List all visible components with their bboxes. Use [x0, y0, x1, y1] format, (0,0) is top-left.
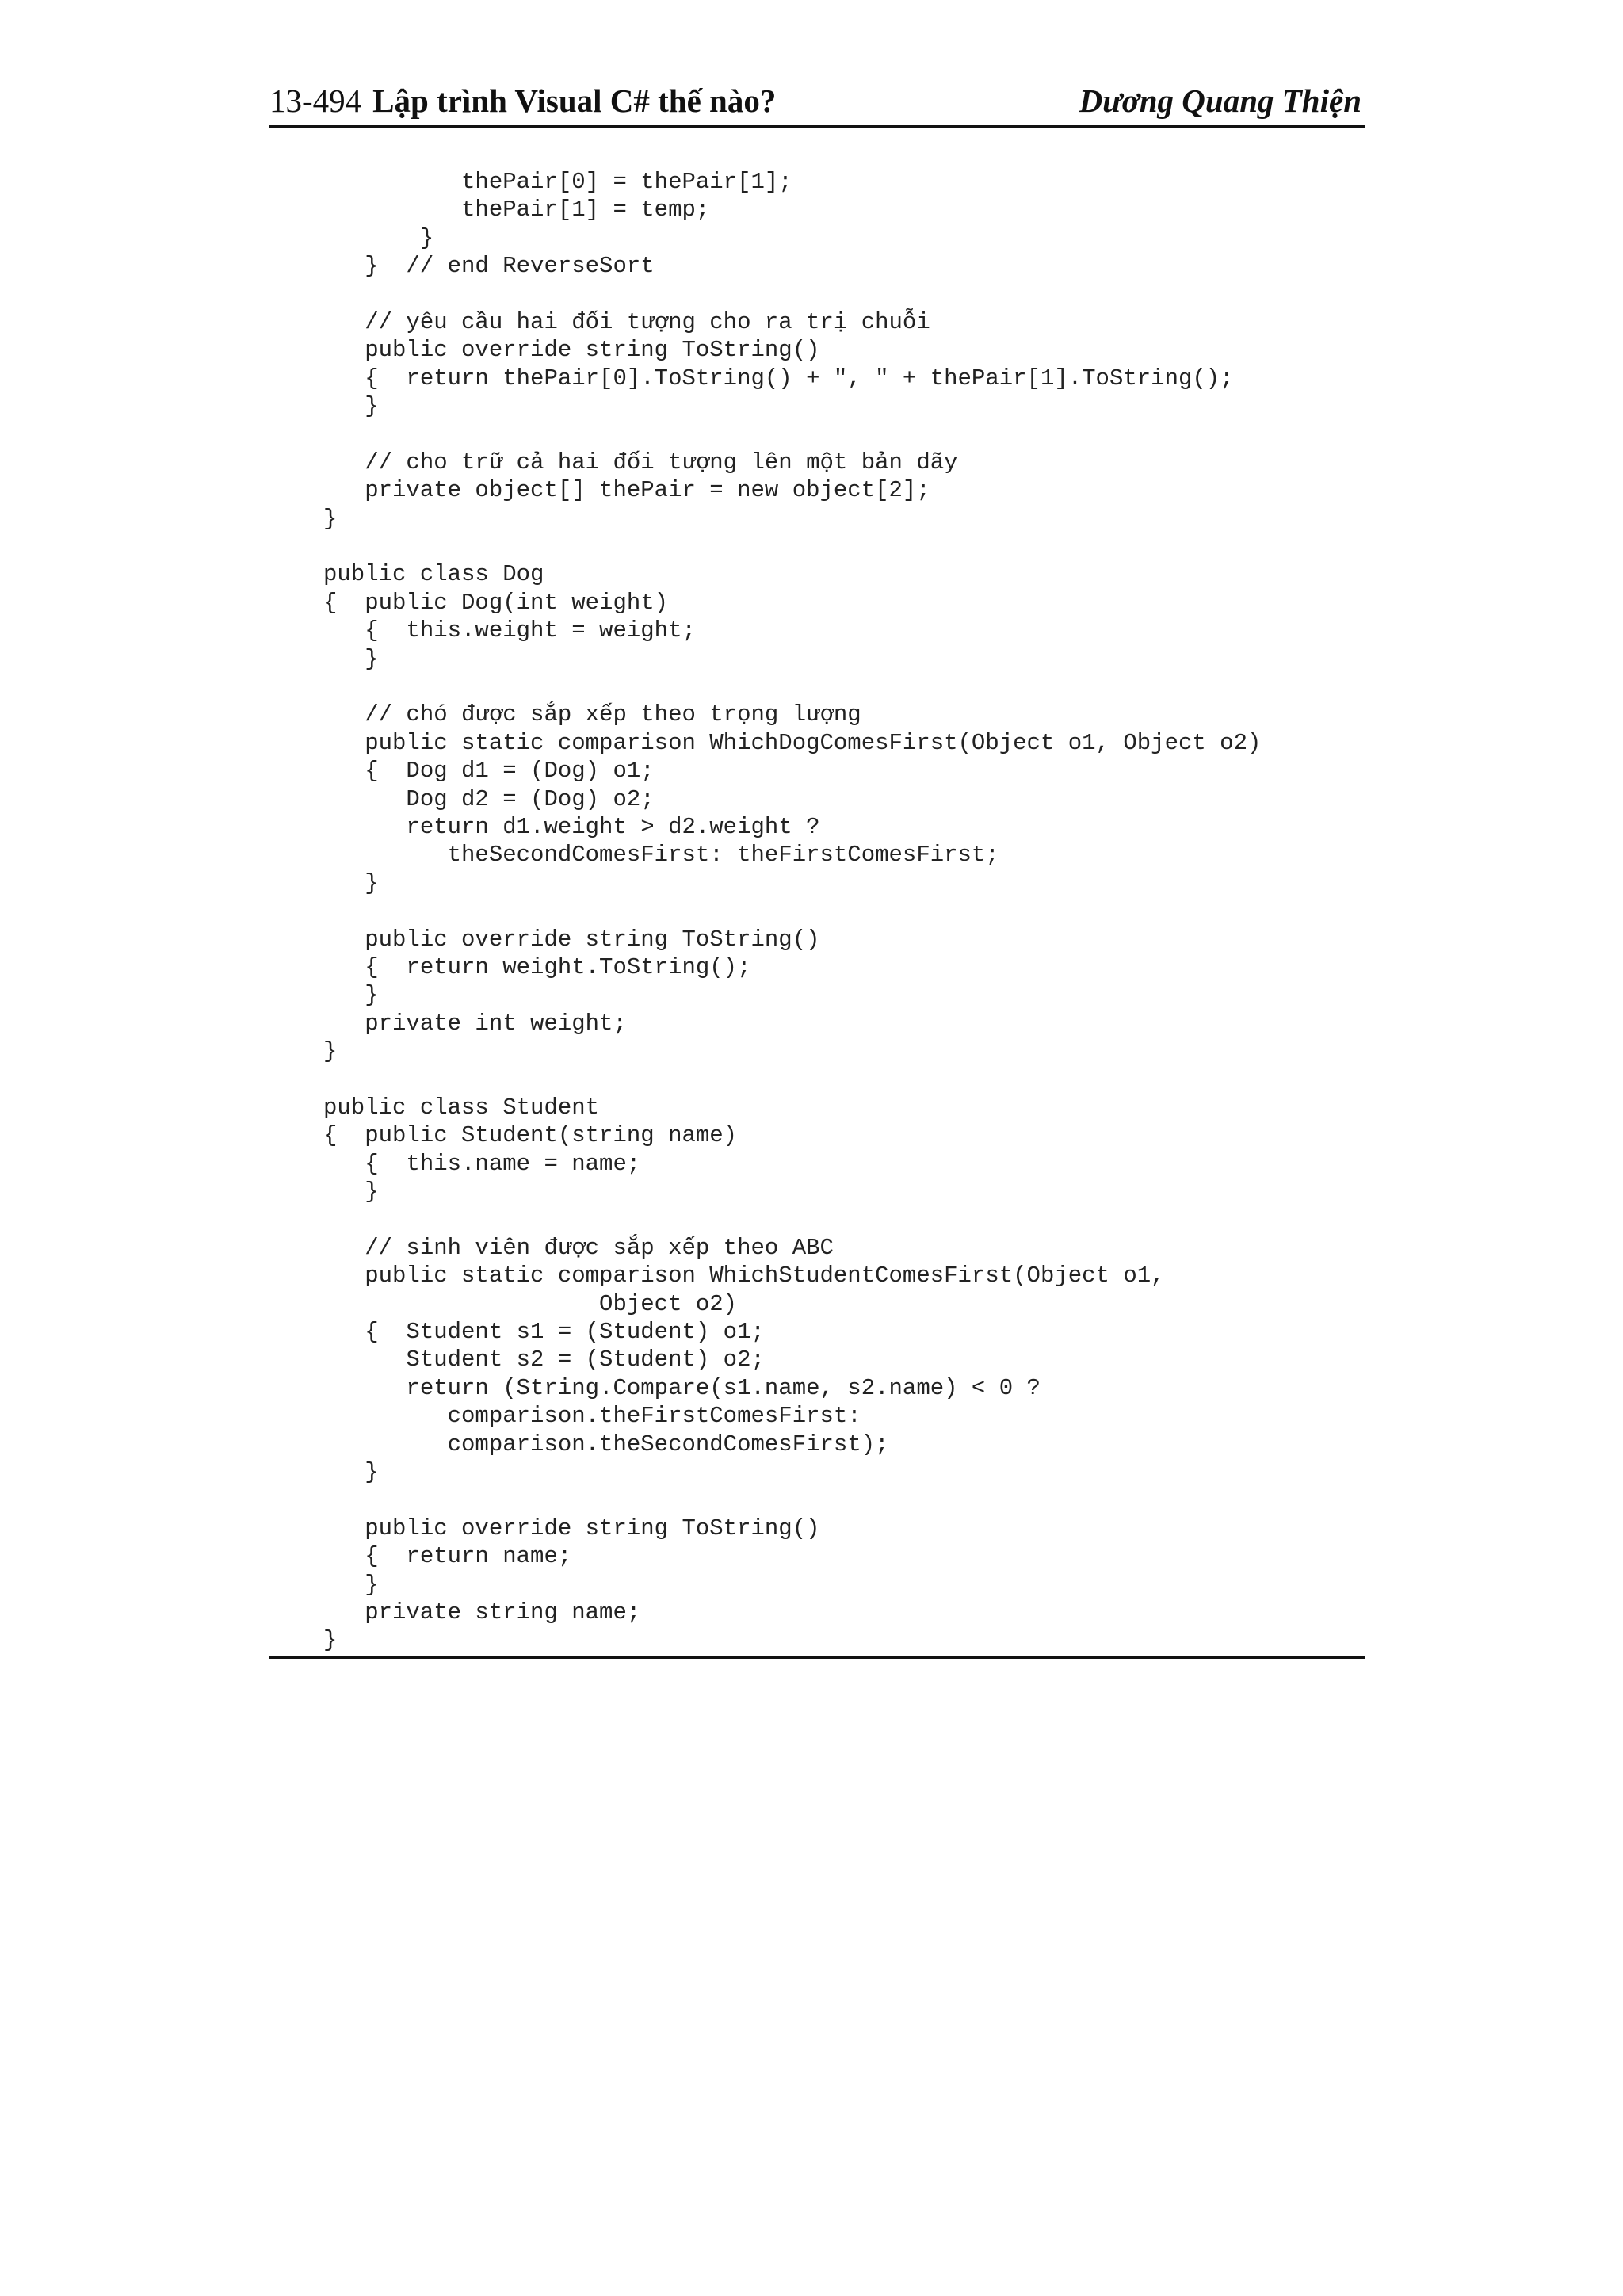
code-line: public override string ToString() [323, 926, 820, 953]
code-line [323, 533, 1354, 560]
code-line: thePair[1] = temp; [323, 197, 710, 223]
code-line: // sinh viên được sắp xếp theo ABC [323, 1234, 834, 1261]
code-line: { this.weight = weight; [323, 617, 696, 644]
code-line: // yêu cầu hai đối tượng cho ra trị chuỗi [323, 308, 930, 335]
code-line: public static comparison WhichDogComesFirst(Object o1, Object o2) [323, 729, 1262, 756]
code-line: } [323, 505, 338, 532]
page-number: 13-494 [269, 82, 362, 119]
code-line: return d1.weight > d2.weight ? [323, 813, 820, 840]
code-line: } [323, 393, 379, 420]
header-rule [269, 125, 1365, 128]
code-line: { return thePair[0].ToString() + ", " + thePair[1].ToString(); [323, 365, 1234, 392]
code-line: { Dog d1 = (Dog) o1; [323, 758, 655, 785]
code-line [323, 281, 1354, 308]
code-line: } [323, 982, 379, 1009]
code-line [323, 673, 1354, 701]
code-line: { return weight.ToString(); [323, 953, 751, 980]
code-line [323, 897, 1354, 925]
code-line: } [323, 224, 434, 251]
code-line: public static comparison WhichStudentComesFirst(Object o1, [323, 1263, 1165, 1289]
code-line [323, 1205, 1354, 1233]
code-line: } [323, 1571, 379, 1598]
page-header [269, 76, 1365, 125]
code-line: } [323, 1458, 379, 1485]
code-line: comparison.theSecondComesFirst); [323, 1431, 889, 1457]
code-line: Dog d2 = (Dog) o2; [323, 785, 655, 812]
code-line: { public Dog(int weight) [323, 589, 669, 616]
code-line: public override string ToString() [323, 337, 820, 364]
code-line: Object o2) [323, 1290, 738, 1317]
code-line: return (String.Compare(s1.name, s2.name) < 0 ? [323, 1374, 1041, 1401]
code-line: public class Student [323, 1094, 600, 1121]
code-line: } [323, 1038, 338, 1065]
code-line [323, 1066, 1354, 1094]
code-line: thePair[0] = thePair[1]; [323, 169, 792, 195]
code-line: } [323, 1179, 379, 1205]
code-line: private object[] thePair = new object[2]; [323, 477, 930, 504]
book-title: Lập trình Visual C# thế nào? [372, 82, 777, 119]
code-line: public class Dog [323, 561, 544, 588]
code-listing [323, 168, 1354, 1655]
code-line: } [323, 1627, 338, 1654]
code-line: private string name; [323, 1599, 641, 1626]
code-line [323, 1486, 1354, 1514]
code-line [323, 421, 1354, 449]
code-line: Student s2 = (Student) o2; [323, 1347, 765, 1373]
footer-rule [269, 1656, 1365, 1659]
code-line: } [323, 645, 379, 672]
code-line: comparison.theFirstComesFirst: [323, 1403, 861, 1430]
code-line: { public Student(string name) [323, 1122, 738, 1149]
code-line: private int weight; [323, 1010, 627, 1037]
code-line: { Student s1 = (Student) o1; [323, 1319, 765, 1346]
code-line: { this.name = name; [323, 1150, 641, 1177]
code-line: { return name; [323, 1543, 572, 1570]
code-line: // cho trữ cả hai đối tượng lên một bản dãy [323, 449, 958, 476]
code-line: // chó được sắp xếp theo trọng lượng [323, 701, 861, 728]
author-name: Dương Quang Thiện [1079, 82, 1361, 119]
code-line: theSecondComesFirst: theFirstComesFirst; [323, 842, 999, 869]
code-line: } [323, 869, 379, 896]
code-line: } // end ReverseSort [323, 253, 655, 280]
code-line: public override string ToString() [323, 1515, 820, 1541]
